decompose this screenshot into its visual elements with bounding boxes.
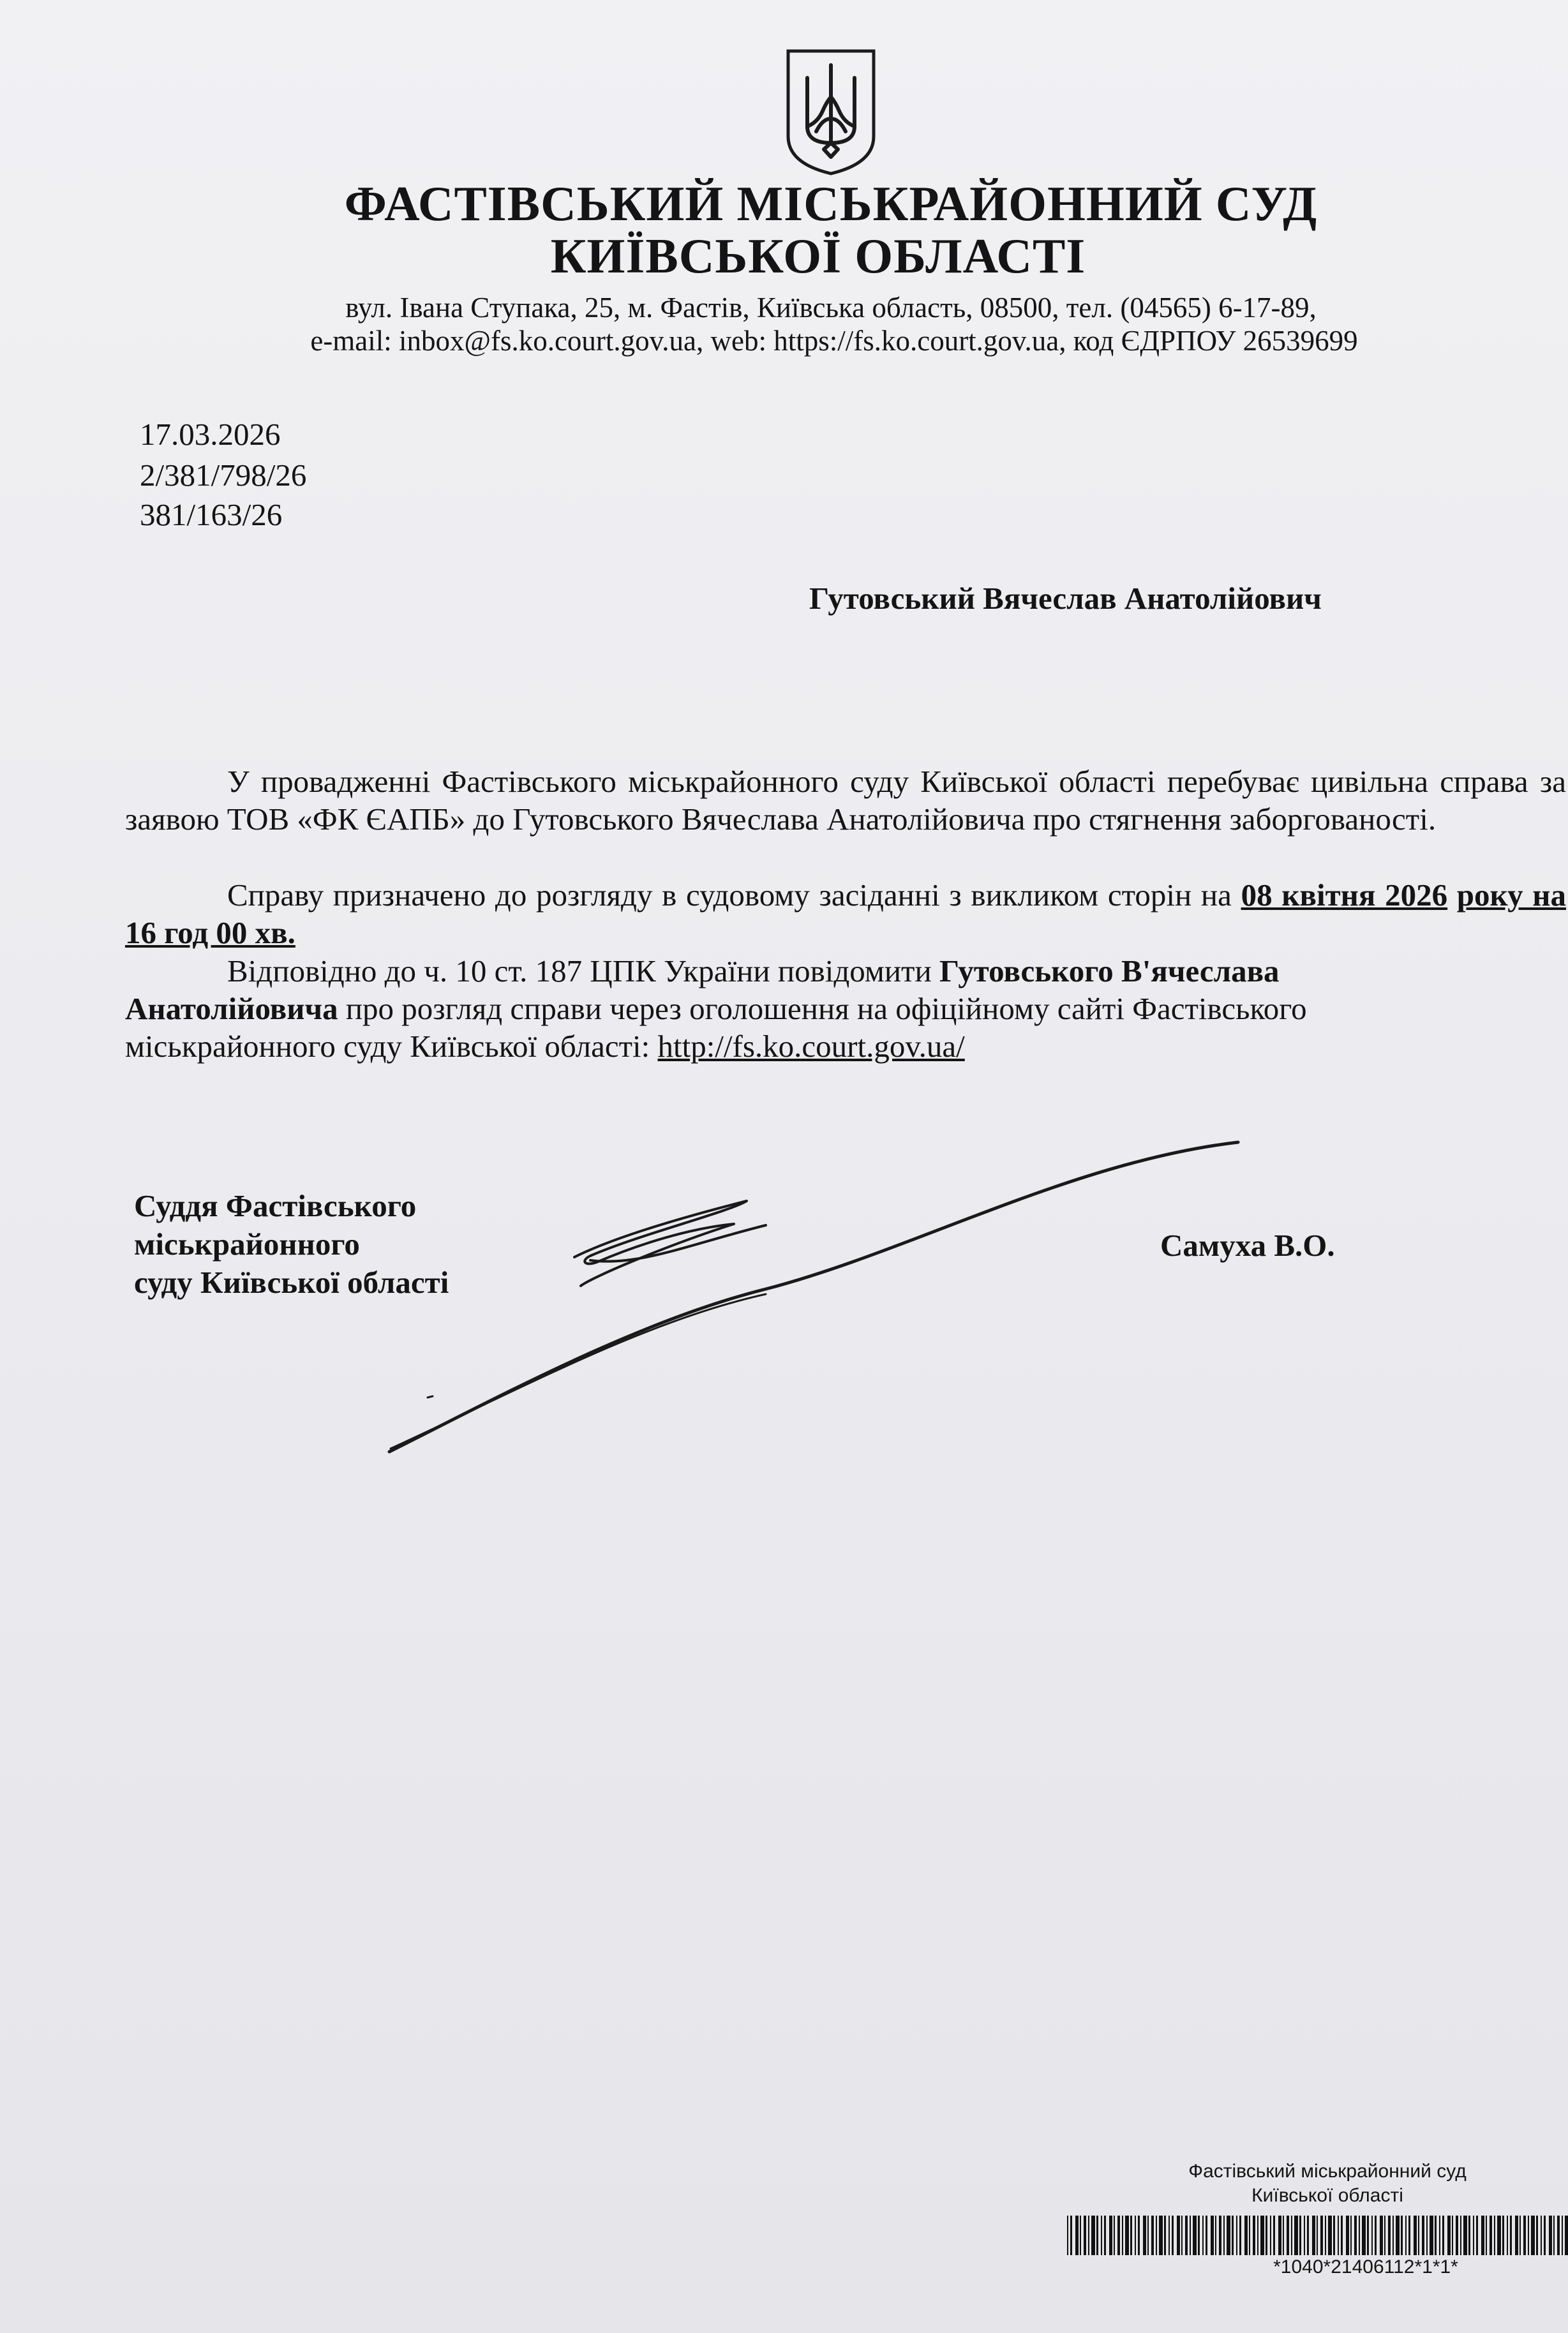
barcode-bar [1232, 2216, 1234, 2255]
barcode-bar [1239, 2216, 1241, 2255]
barcode-bar [1515, 2216, 1518, 2255]
notification-rest: про розгляд справи через оголошення на офіційному сайті Фастівського міськрайонного суду Київської області: [125, 991, 1307, 1064]
barcode-bar [1473, 2216, 1474, 2255]
barcode-bar [1422, 2216, 1424, 2255]
barcode-bar [1350, 2216, 1352, 2255]
barcode-bar [1519, 2216, 1521, 2255]
barcode-bar [1244, 2216, 1248, 2255]
case-number: 2/381/798/26 [140, 458, 307, 493]
barcode-bar [1088, 2216, 1089, 2255]
barcode-bar [1278, 2216, 1281, 2255]
barcode-bar [1070, 2216, 1072, 2255]
barcode-bar [1080, 2216, 1081, 2255]
barcode-bar [1346, 2216, 1349, 2255]
court-name-line2: КИЇВСЬКОЇ ОБЛАСТІ [550, 228, 1086, 283]
barcode-bar [1380, 2216, 1383, 2255]
court-address-line1: вул. Івана Ступака, 25, м. Фастів, Київська область, 08500, тел. (04565) 6-17-89, [345, 292, 1317, 324]
barcode-bar [1172, 2216, 1174, 2255]
barcode-bar [1104, 2216, 1106, 2255]
barcode-bar [1536, 2216, 1538, 2255]
barcode-bar [1147, 2216, 1149, 2255]
barcode-bar [1299, 2216, 1301, 2255]
barcode-bar [1320, 2216, 1323, 2255]
barcode-bar [1510, 2216, 1512, 2255]
barcode-bar [1384, 2216, 1385, 2255]
court-contacts-line2: e-mail: inbox@fs.ko.court.gov.ua, web: https://fs.ko.court.gov.ua, код ЄДРПОУ 26539699 [310, 325, 1358, 357]
barcode-bar [1151, 2216, 1154, 2255]
barcode-bar [1135, 2216, 1136, 2255]
barcode-bar [1557, 2216, 1560, 2255]
barcode-bar [1287, 2216, 1289, 2255]
barcode-bar [1442, 2216, 1444, 2255]
barcode-bar [1418, 2216, 1419, 2255]
stamp-region: Київської області [1251, 2185, 1403, 2206]
judge-title-line3: суду Київської області [134, 1265, 449, 1300]
barcode-bar [1371, 2216, 1373, 2255]
judge-title-line1: Суддя Фастівського [134, 1188, 417, 1223]
barcode-bar [1169, 2216, 1170, 2255]
barcode-bar [1114, 2216, 1115, 2255]
barcode-bar [1185, 2216, 1188, 2255]
trident-coat-of-arms-icon [784, 47, 877, 176]
barcode-bar [1531, 2216, 1535, 2255]
barcode-bar [1067, 2216, 1068, 2255]
barcode-bar [1091, 2216, 1095, 2255]
barcode-bar [1193, 2216, 1197, 2255]
barcode-bar [1447, 2216, 1451, 2255]
paragraph-notification [125, 952, 1465, 1065]
barcode-bar [1211, 2216, 1214, 2255]
barcode-bar [1084, 2216, 1086, 2255]
barcode-bar [1312, 2216, 1315, 2255]
barcode-bar [1117, 2216, 1120, 2255]
barcode-bar [1565, 2216, 1568, 2255]
barcode-bar [1476, 2216, 1478, 2255]
barcode-bar [1156, 2216, 1157, 2255]
barcode-bar [1138, 2216, 1140, 2255]
barcode-bar [1549, 2216, 1552, 2255]
barcode-bar [1260, 2216, 1264, 2255]
barcode-bar [1198, 2216, 1200, 2255]
stamp-court-name: Фастівський міськрайонний суд [1188, 2161, 1467, 2182]
document-date: 17.03.2026 [140, 417, 281, 452]
barcode-bar [1328, 2216, 1332, 2255]
barcode-bar [1354, 2216, 1357, 2255]
hearing-date: 08 квітня 2026 [1241, 877, 1448, 913]
barcode-bar [1494, 2216, 1495, 2255]
barcode-bar [1101, 2216, 1102, 2255]
barcode-bar [1227, 2216, 1230, 2255]
barcode-bar [1219, 2216, 1221, 2255]
barcode [1064, 2216, 1568, 2255]
barcode-bar [1523, 2216, 1526, 2255]
barcode-bar [1325, 2216, 1326, 2255]
court-name-line1: ФАСТІВСЬКИЙ МІСЬКРАЙОННИЙ СУД [344, 176, 1318, 231]
handwritten-signature [370, 1129, 1264, 1474]
barcode-bar [1253, 2216, 1255, 2255]
barcode-bar [1359, 2216, 1360, 2255]
barcode-bar [1125, 2216, 1129, 2255]
barcode-bar [1333, 2216, 1335, 2255]
barcode-bar [1460, 2216, 1461, 2255]
judge-name: Самуха В.О. [1160, 1228, 1335, 1263]
barcode-bar [1317, 2216, 1318, 2255]
barcode-bar [1486, 2216, 1487, 2255]
barcode-bar [1528, 2216, 1529, 2255]
court-website-link[interactable]: http://fs.ko.court.gov.ua/ [657, 1029, 965, 1064]
barcode-bar [1553, 2216, 1555, 2255]
barcode-bar [1249, 2216, 1250, 2255]
judge-title-line2: міськрайонного [134, 1226, 360, 1262]
barcode-bar [1206, 2216, 1207, 2255]
barcode-bar [1463, 2216, 1467, 2255]
barcode-bar [1408, 2216, 1410, 2255]
barcode-bar [1435, 2216, 1437, 2255]
barcode-bar [1367, 2216, 1369, 2255]
barcode-bar [1388, 2216, 1391, 2255]
barcode-bar [1338, 2216, 1339, 2255]
barcode-bar [1507, 2216, 1508, 2255]
barcode-bar [1481, 2216, 1484, 2255]
barcode-bar [1544, 2216, 1546, 2255]
barcode-bar [1294, 2216, 1298, 2255]
barcode-bar [1159, 2216, 1163, 2255]
paragraph-hearing [125, 876, 1566, 951]
barcode-bar [1109, 2216, 1112, 2255]
barcode-bar [1468, 2216, 1470, 2255]
defendant-name-part1: Гутовського В'ячеслава [939, 953, 1280, 988]
barcode-bar [1405, 2216, 1407, 2255]
barcode-bar [1273, 2216, 1275, 2255]
barcode-bar [1122, 2216, 1123, 2255]
barcode-bar [1452, 2216, 1453, 2255]
barcode-bar [1490, 2216, 1492, 2255]
barcode-bar [1401, 2216, 1403, 2255]
barcode-bar [1130, 2216, 1132, 2255]
barcode-bar [1215, 2216, 1216, 2255]
proceeding-number: 381/163/26 [140, 497, 283, 532]
barcode-bar [1266, 2216, 1267, 2255]
addressee-name: Гутовський Вячеслав Анатолійович [809, 581, 1322, 616]
paragraph-case-info [125, 763, 1566, 838]
hearing-intro: Справу призначено до розгляду в судовому засіданні з викликом сторін на [227, 877, 1241, 913]
barcode-bar [1075, 2216, 1079, 2255]
hearing-time: року на 16 год 00 хв. [125, 877, 1567, 950]
barcode-bar [1257, 2216, 1258, 2255]
barcode-bar [1096, 2216, 1098, 2255]
barcode-bar [1181, 2216, 1183, 2255]
notification-intro: Відповідно до ч. 10 ст. 187 ЦПК України повідомити [227, 953, 939, 988]
barcode-bar [1375, 2216, 1377, 2255]
barcode-bar [1236, 2216, 1237, 2255]
barcode-bar [1164, 2216, 1166, 2255]
barcode-number: *1040*21406112*1*1* [1273, 2256, 1458, 2277]
paragraph1-text: У провадженні Фастівського міськрайонного суду Київської області перебуває цивільна справа за заявою ТОВ «ФК ЄАПБ» до Гутовського Вячеслава Анатолійовича про стягнення заборгованості. [125, 764, 1566, 837]
barcode-bar [1341, 2216, 1343, 2255]
barcode-bar [1291, 2216, 1292, 2255]
barcode-bar [1497, 2216, 1501, 2255]
barcode-bar [1502, 2216, 1504, 2255]
barcode-bar [1456, 2216, 1458, 2255]
barcode-bar [1541, 2216, 1542, 2255]
barcode-bar [1430, 2216, 1433, 2255]
defendant-name-part2: Анатолійовича [125, 991, 338, 1026]
barcode-bar [1202, 2216, 1204, 2255]
barcode-bar [1190, 2216, 1191, 2255]
barcode-bar [1143, 2216, 1146, 2255]
barcode-bar [1414, 2216, 1417, 2255]
barcode-bar [1307, 2216, 1309, 2255]
barcode-bar [1396, 2216, 1400, 2255]
barcode-bar [1439, 2216, 1440, 2255]
barcode-bar [1362, 2216, 1366, 2255]
barcode-bar [1270, 2216, 1271, 2255]
barcode-bar [1177, 2216, 1180, 2255]
barcode-bar [1426, 2216, 1428, 2255]
barcode-bar [1283, 2216, 1284, 2255]
barcode-bar [1562, 2216, 1563, 2255]
barcode-bar [1223, 2216, 1225, 2255]
barcode-bar [1304, 2216, 1305, 2255]
barcode-bar [1393, 2216, 1394, 2255]
